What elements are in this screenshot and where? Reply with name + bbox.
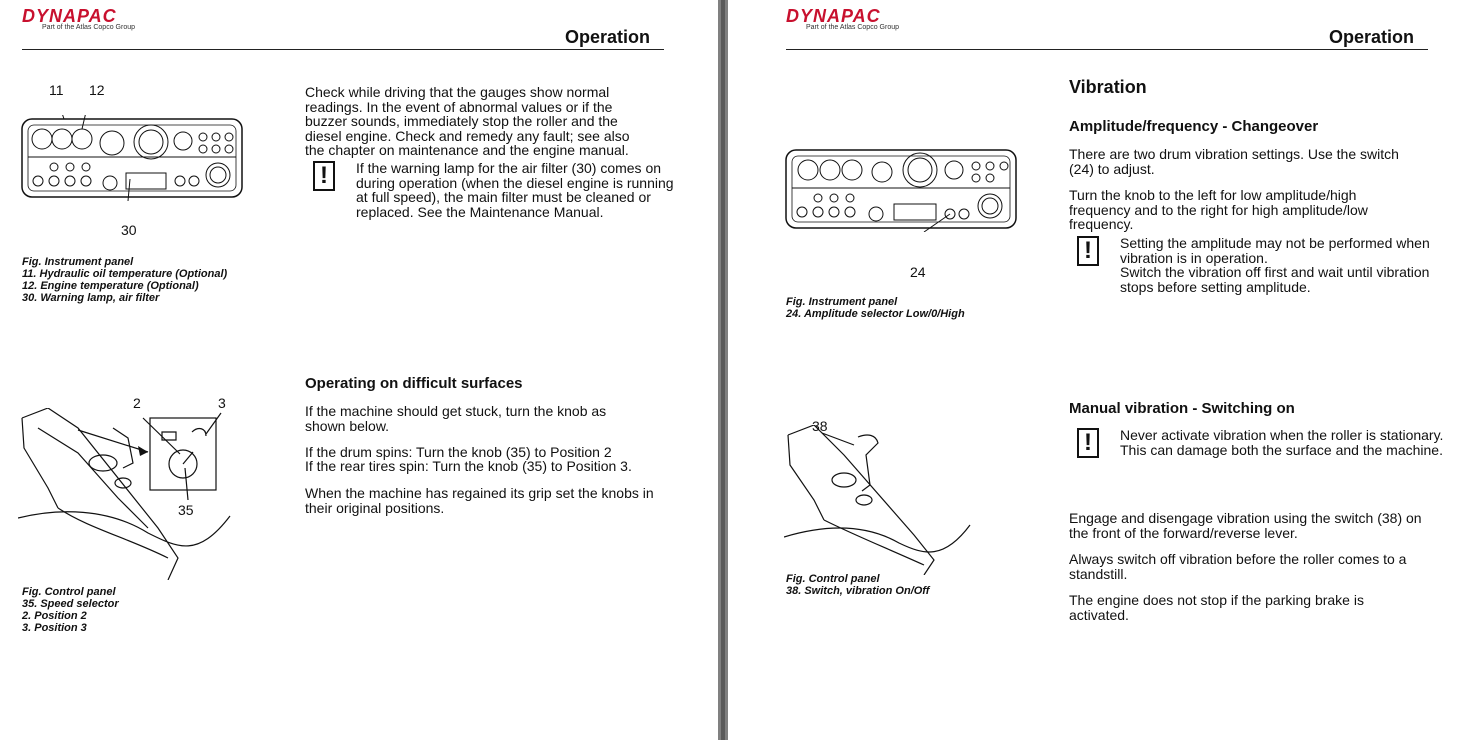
drum-spins-text: If the drum spins: Turn the knob (35) to Position 2 (305, 444, 612, 460)
regained-grip-text: When the machine has regained its grip set the knobs in their original positions. (305, 485, 654, 516)
page-gutter (718, 0, 728, 740)
callout-2: 2 (133, 395, 141, 411)
right-page (728, 0, 1458, 740)
callout-3: 3 (218, 395, 226, 411)
instrument-panel-figure (784, 146, 1020, 232)
caption-line: Fig. Control panel (786, 573, 880, 585)
control-panel-figure (18, 408, 233, 580)
left-page (0, 0, 718, 740)
caption-line: 35. Speed selector (22, 598, 119, 610)
caption-line: Fig. Instrument panel (22, 256, 134, 268)
dynapac-logo: DYNAPAC (22, 6, 117, 26)
header-rule (22, 49, 664, 50)
two-settings-text: There are two drum vibration settings. Use the switch (24) to adjust. (1069, 146, 1399, 177)
vibration-heading: Vibration (1069, 77, 1147, 97)
dynapac-logo: DYNAPAC (786, 6, 881, 26)
header-rule (786, 49, 1428, 50)
fig3-caption (786, 296, 965, 320)
caption-line: 11. Hydraulic oil temperature (Optional) (22, 268, 228, 280)
page-title: Operation (565, 27, 651, 47)
callout-38: 38 (812, 418, 828, 434)
page-title: Operation (1329, 27, 1415, 47)
engage-text: Engage and disengage vibration using the switch (38) on the front of the forward/reverse lever. (1069, 510, 1422, 541)
caption-line: 30. Warning lamp, air filter (22, 292, 160, 304)
callout-35: 35 (178, 502, 194, 518)
warning-text: Never activate vibration when the roller is stationary. This can damage both the surface and the machine. (1120, 427, 1444, 458)
callout-12: 12 (89, 82, 105, 98)
caption-line: 3. Position 3 (22, 622, 87, 634)
logo-tagline: Part of the Atlas Copco Group (806, 24, 899, 31)
rear-tires-text: If the rear tires spin: Turn the knob (35) to Position 3. (305, 458, 632, 474)
instrument-panel-figure (20, 115, 246, 201)
warning-text: If the warning lamp for the air filter (30) comes on during operation (when the diesel engine is running at full speed), the main filter must be cleaned or replaced. See the Maintenance Manual. (356, 160, 674, 220)
gauge-check-text: Check while driving that the gauges show normal readings. In the event of abnormal values or if the buzzer sounds, immediately stop the roller and the diesel engine. Check and remedy any fault; see also the chapter on maintenance and the engine manual. (305, 84, 630, 158)
fig4-caption (786, 573, 929, 597)
warning-text-2: Switch the vibration off first and wait until vibration stops before setting amplitude. (1120, 264, 1430, 295)
warning-icon: ! (313, 161, 335, 191)
warning-stationary (1077, 428, 1452, 478)
section-heading-difficult-surfaces: Operating on difficult surfaces (305, 375, 523, 392)
warning-icon: ! (1077, 428, 1099, 458)
switch-off-text: Always switch off vibration before the roller comes to a standstill. (1069, 551, 1407, 582)
caption-line: Fig. Control panel (22, 586, 116, 598)
caption-line: 38. Switch, vibration On/Off (786, 585, 930, 597)
fig2-caption (22, 586, 119, 634)
warning-amplitude (1077, 236, 1447, 296)
caption-line: 2. Position 2 (22, 610, 87, 622)
amplitude-heading: Amplitude/frequency - Changeover (1069, 118, 1319, 135)
logo-tagline: Part of the Atlas Copco Group (42, 24, 135, 31)
callout-11: 11 (49, 82, 64, 98)
stuck-text: If the machine should get stuck, turn the knob as shown below. (305, 403, 607, 434)
warning-icon: ! (1077, 236, 1099, 266)
caption-line: 24. Amplitude selector Low/0/High (786, 308, 965, 320)
warning-text-1: Setting the amplitude may not be performed when vibration is in operation. (1120, 235, 1430, 266)
warning-air-filter (313, 161, 683, 241)
caption-line: Fig. Instrument panel (786, 296, 898, 308)
fig1-caption (22, 256, 227, 304)
manual-vibration-heading: Manual vibration - Switching on (1069, 400, 1295, 417)
callout-24: 24 (910, 264, 926, 280)
control-panel-figure (784, 425, 974, 575)
turn-knob-text: Turn the knob to the left for low amplitude/high frequency and to the right for high amplitude/low frequency. (1069, 187, 1368, 232)
caption-line: 12. Engine temperature (Optional) (22, 280, 199, 292)
callout-30: 30 (121, 222, 137, 238)
engine-text: The engine does not stop if the parking brake is activated. (1069, 592, 1364, 623)
